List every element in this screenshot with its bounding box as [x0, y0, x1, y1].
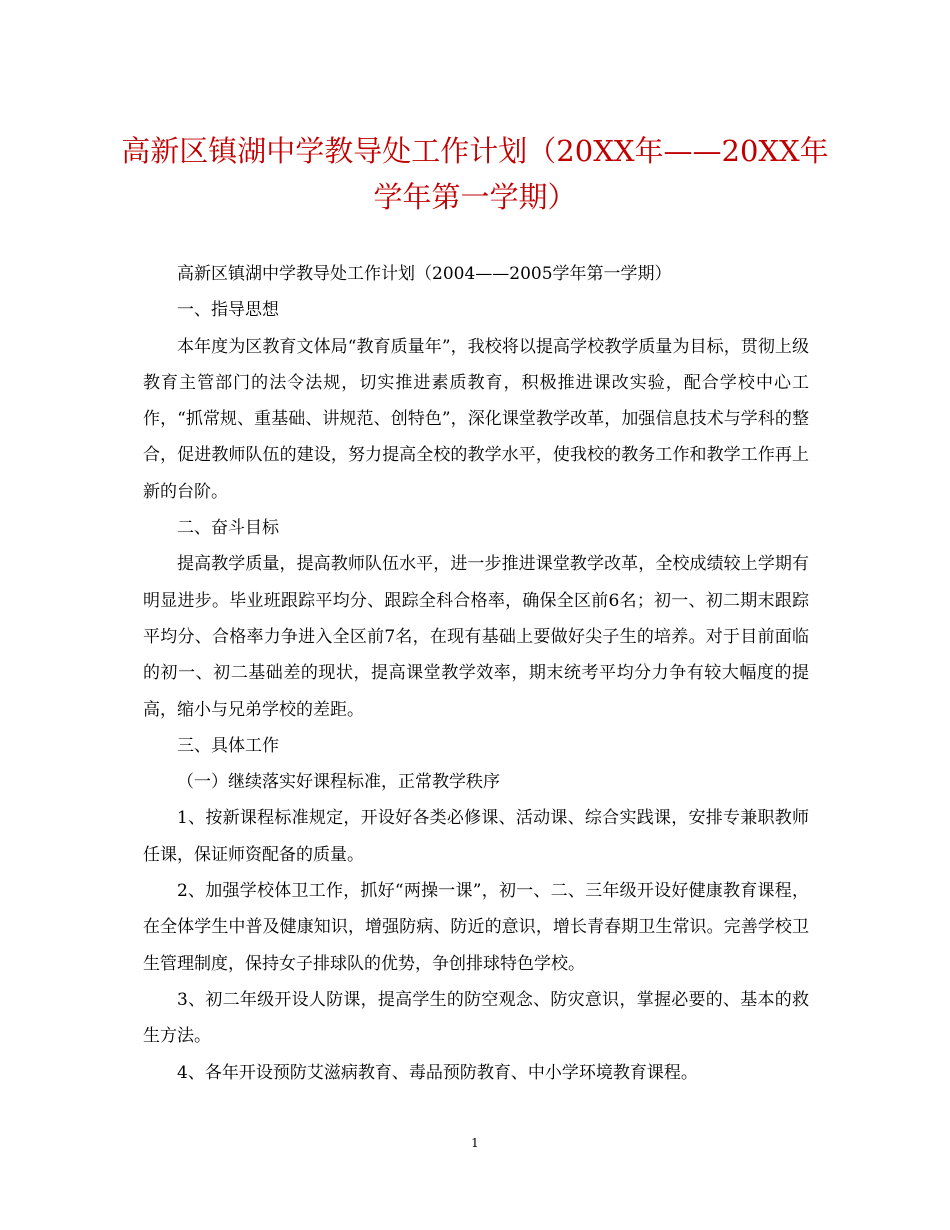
subtitle-paragraph: 高新区镇湖中学教导处工作计划（2004——2005学年第一学期） [177, 264, 672, 284]
section-heading-specific-work: 三、具体工作 [177, 735, 279, 756]
subsection-heading: （一）继续落实好课程标准，正常教学秩序 [177, 772, 500, 793]
body-paragraph: 本年度为区教育文体局“教育质量年”，我校将以提高学校教学质量为目标，贯彻上级教育主管部门的法令法规，切实推进素质教育，积极推进课改实验，配合学校中心工作，“抓常规、重基础、讲规范、创特色”，深化课堂教学改革，加强信息技术与学科的整合，促进教师队伍的建设，努力提高全校的教学水平，使我校的教务工作和教学工作再上新的台阶。 [143, 336, 809, 502]
list-item: 4、各年开设预防艾滋病教育、毒品预防教育、中小学环境教育课程。 [177, 1062, 698, 1083]
section-heading-goals: 二、奋斗目标 [177, 518, 279, 539]
list-item: 2、加强学校体卫工作，抓好“两操一课”，初一、二、三年级开设好健康教育课程，在全体学生中普及健康知识，增强防病、防近的意识，增长青春期卫生常识。完善学校卫生管理制度，保持女子排球队的优势，争创排球特色学校。 [143, 881, 809, 974]
list-item: 3、初二年级开设人防课，提高学生的防空观念、防灾意识，掌握必要的、基本的救生方法。 [143, 989, 809, 1047]
document-body [143, 256, 809, 1091]
body-paragraph: 提高教学质量，提高教师队伍水平，进一步推进课堂教学改革，全校成绩较上学期有明显进步。毕业班跟踪平均分、跟踪全科合格率，确保全区前6名；初一、初二期末跟踪平均分、合格率力争进入全区前7名，在现有基础上要做好尖子生的培养。对于目前面临的初一、初二基础差的现状，提高课堂教学效率，期末统考平均分力争有较大幅度的提高，缩小与兄弟学校的差距。 [143, 554, 809, 720]
list-item: 1、按新课程标准规定，开设好各类必修课、活动课、综合实践课，安排专兼职教师任课，保证师资配备的质量。 [143, 808, 809, 865]
page-number: 1 [471, 1136, 479, 1150]
document-title: 高新区镇湖中学教导处工作计划（20XX年——20XX年学年第一学期） [121, 134, 829, 214]
section-heading-guiding-thought: 一、指导思想 [177, 300, 279, 321]
